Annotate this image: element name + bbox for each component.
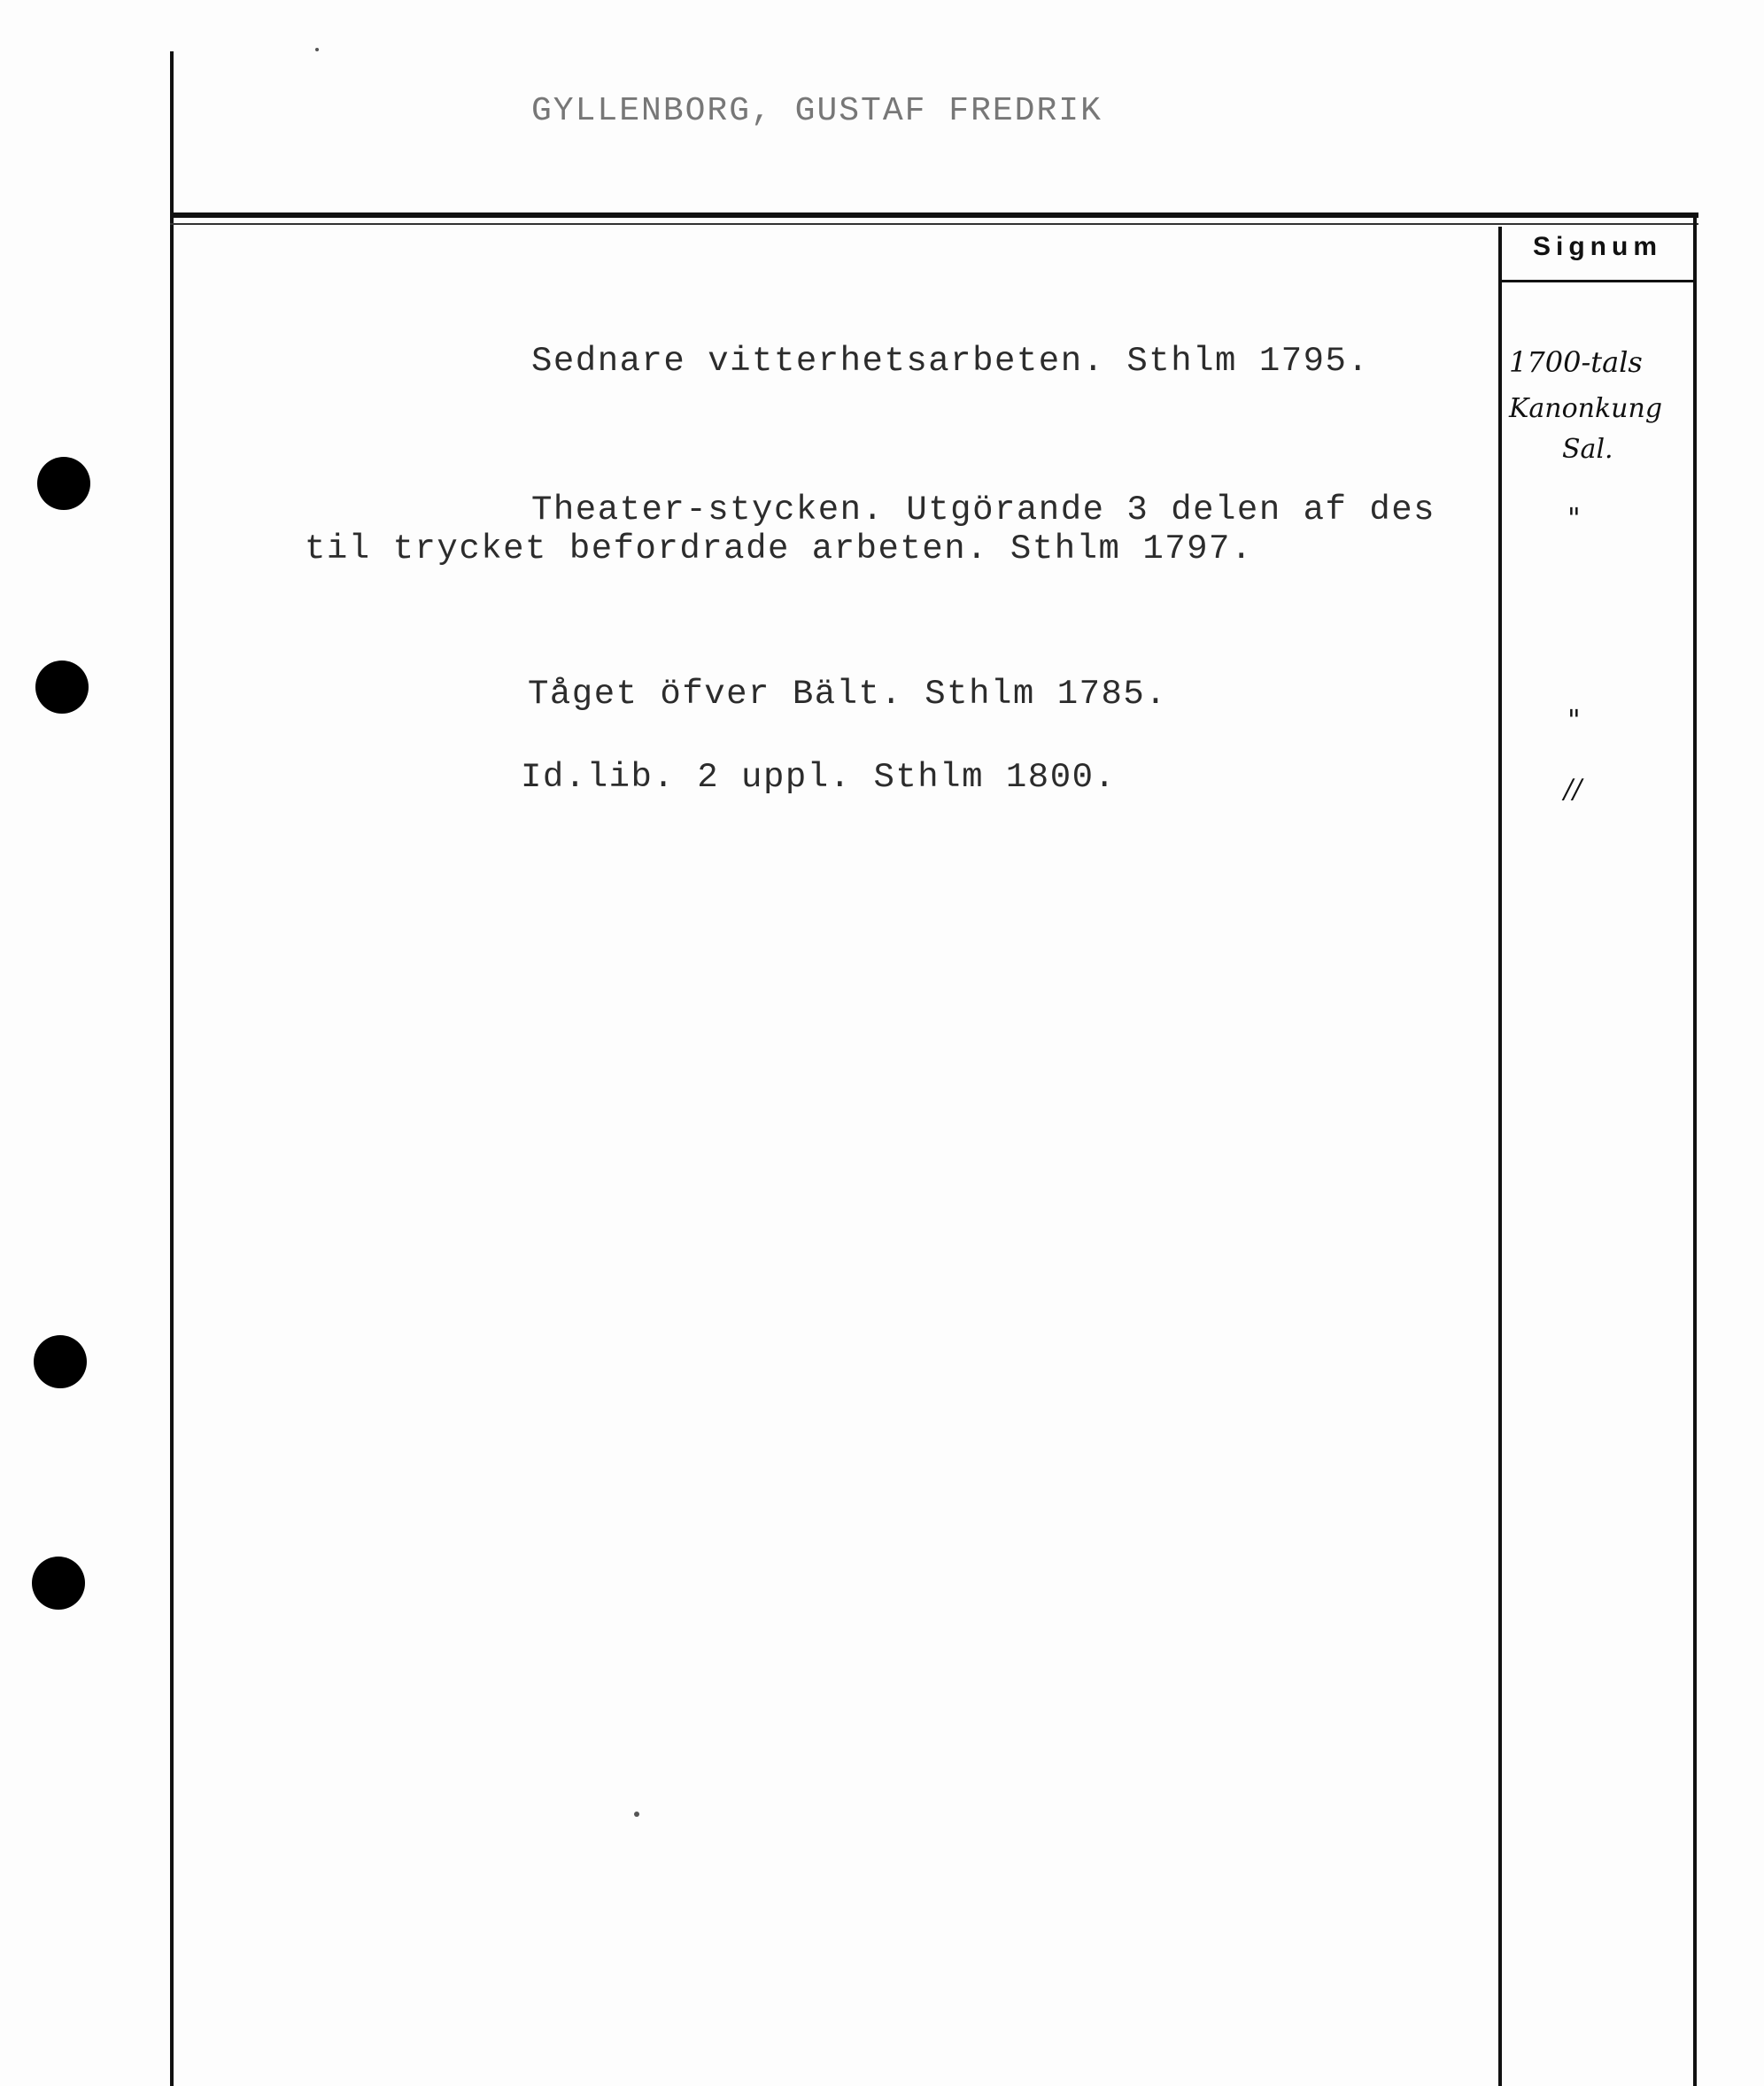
entry-1: Sednare vitterhetsarbeten. Sthlm 1795. xyxy=(531,342,1370,381)
signum-ditto-mark: " xyxy=(1567,703,1581,737)
signum-column-header: Signum xyxy=(1533,232,1662,261)
header-rule xyxy=(170,212,1698,218)
entry-2-line-1: Theater-stycken. Utgörande 3 delen af des xyxy=(531,491,1436,529)
entry-2-line-2: til trycket befordrade arbeten. Sthlm 1797. xyxy=(305,529,1253,568)
signum-note-line-3: Sal. xyxy=(1562,434,1613,465)
punch-hole xyxy=(32,1557,85,1610)
signum-note-line-1: 1700-tals xyxy=(1509,345,1643,379)
punch-hole xyxy=(35,661,89,714)
paper-speck xyxy=(315,48,319,51)
punch-hole xyxy=(37,457,90,510)
entry-3: Tåget öfver Bält. Sthlm 1785. xyxy=(528,675,1168,714)
punch-hole xyxy=(34,1335,87,1388)
signum-note-line-2: Kanonkung xyxy=(1509,393,1663,424)
signum-header-rule xyxy=(1500,280,1695,282)
left-margin-rule xyxy=(170,51,174,2086)
entry-4: Id.lib. 2 uppl. Sthlm 1800. xyxy=(521,758,1117,797)
signum-ditto-mark: // xyxy=(1564,774,1582,805)
header-rule-thin xyxy=(170,223,1698,225)
signum-column-right-rule xyxy=(1693,218,1697,2086)
paper-speck xyxy=(634,1812,639,1817)
signum-ditto-mark: " xyxy=(1567,501,1581,535)
card-heading: GYLLENBORG, GUSTAF FREDRIK xyxy=(531,92,1102,130)
signum-column-left-rule xyxy=(1498,227,1502,2086)
